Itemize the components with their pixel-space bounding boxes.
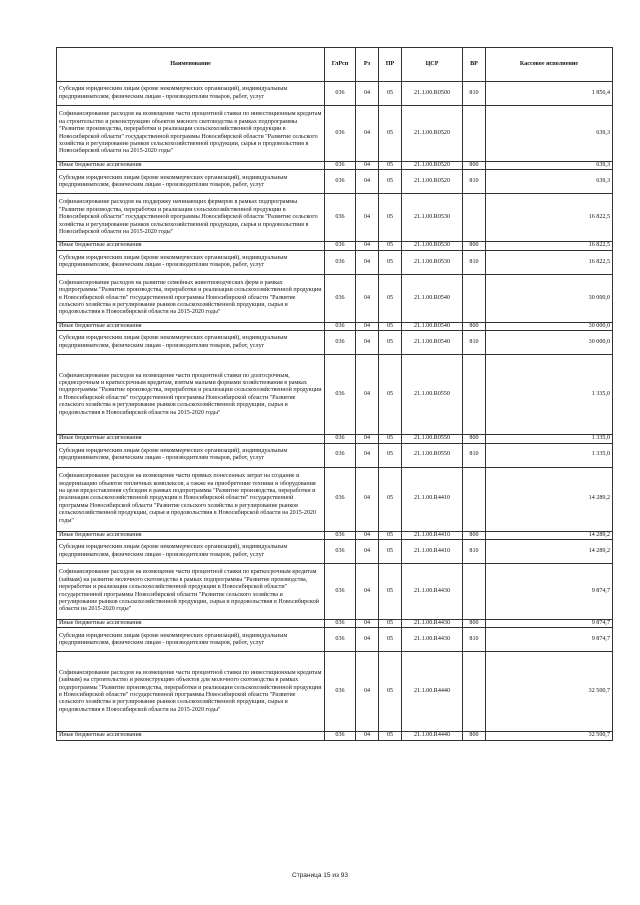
row-amount-cell: 639,3 (486, 106, 613, 162)
row-vr-cell: 810 (463, 170, 486, 194)
table-body (57, 82, 613, 741)
row-amount-cell: 9 874,7 (486, 628, 613, 652)
table-row (57, 170, 613, 194)
row-name-cell: Иные бюджетные ассигнования (57, 162, 325, 170)
row-grs-cell: 036 (325, 194, 356, 242)
row-rz-cell: 04 (356, 242, 379, 250)
row-grs-cell: 036 (325, 106, 356, 162)
row-name-cell: Софинансирование расходов на поддержку начинающих фермеров в рамках подпрограммы "Развитие производства, переработки и реализации сельскохозяйственной продукции в Новосибирской области" государственной программы Новосибирской области "Развитие сельского хозяйства и регулирование рынков сельскохозяйственной продукции, сырья и продовольствия в Новосибирской области на 2015-2020 годы" (57, 194, 325, 242)
row-grs-cell: 036 (325, 540, 356, 564)
row-pr-cell: 05 (379, 355, 402, 435)
row-csr-cell: 21.1.00.R0550 (402, 443, 463, 467)
row-amount-cell: 14 289,2 (486, 531, 613, 539)
row-grs-cell: 036 (325, 274, 356, 322)
row-grs-cell: 036 (325, 443, 356, 467)
header-name: Наименование (57, 48, 325, 82)
row-pr-cell: 05 (379, 531, 402, 539)
row-name-cell: Субсидии юридическим лицам (кроме некоммерческих организаций), индивидуальным предпринимателям, физическим лицам - производителям товаров, работ, услуг (57, 443, 325, 467)
row-amount-cell: 16 822,5 (486, 194, 613, 242)
row-amount-cell: 1 335,0 (486, 355, 613, 435)
row-csr-cell: 21.1.00.R0520 (402, 106, 463, 162)
row-amount-cell: 16 822,5 (486, 242, 613, 250)
row-rz-cell: 04 (356, 194, 379, 242)
row-rz-cell: 04 (356, 331, 379, 355)
row-vr-cell (463, 194, 486, 242)
row-csr-cell: 21.1.00.R4410 (402, 531, 463, 539)
row-grs-cell: 036 (325, 170, 356, 194)
row-csr-cell: 21.1.00.R0530 (402, 242, 463, 250)
table-row (57, 467, 613, 531)
row-csr-cell: 21.1.00.R4410 (402, 540, 463, 564)
row-pr-cell: 05 (379, 435, 402, 443)
row-grs-cell: 036 (325, 355, 356, 435)
row-amount-cell: 30 000,0 (486, 331, 613, 355)
row-rz-cell: 04 (356, 274, 379, 322)
row-csr-cell: 21.1.00.R4430 (402, 628, 463, 652)
row-pr-cell: 05 (379, 732, 402, 740)
row-amount-cell: 639,3 (486, 170, 613, 194)
table-row (57, 564, 613, 620)
row-grs-cell: 036 (325, 628, 356, 652)
row-pr-cell: 05 (379, 620, 402, 628)
table-row (57, 620, 613, 628)
row-vr-cell: 810 (463, 82, 486, 106)
row-vr-cell (463, 106, 486, 162)
row-csr-cell: 21.1.00.R4440 (402, 732, 463, 740)
row-name-cell: Субсидии юридическим лицам (кроме некоммерческих организаций), индивидуальным предпринимателям, физическим лицам - производителям товаров, работ, услуг (57, 170, 325, 194)
row-vr-cell: 800 (463, 531, 486, 539)
row-vr-cell (463, 274, 486, 322)
table-row (57, 322, 613, 330)
row-pr-cell: 05 (379, 443, 402, 467)
row-grs-cell: 036 (325, 531, 356, 539)
row-vr-cell: 800 (463, 732, 486, 740)
row-name-cell: Иные бюджетные ассигнования (57, 435, 325, 443)
row-rz-cell: 04 (356, 564, 379, 620)
row-pr-cell: 05 (379, 82, 402, 106)
row-name-cell: Софинансирование расходов на возмещение части процентной ставки по долгосрочным, среднесрочным и краткосрочным кредитам, взятым малыми формами хозяйствования в рамках подпрограммы "Развитие производства, переработки и реализации сельскохозяйственной продукции в Новосибирской области" государственной программы Новосибирской области "Развитие сельского хозяйства и регулирование рынков сельскохозяйственной продукции, сырья и продовольствия в Новосибирской области на 2015-2020 годы" (57, 355, 325, 435)
row-csr-cell: 21.1.00.R0540 (402, 322, 463, 330)
row-pr-cell: 05 (379, 322, 402, 330)
row-vr-cell: 810 (463, 628, 486, 652)
row-amount-cell: 32 500,7 (486, 652, 613, 732)
row-rz-cell: 04 (356, 162, 379, 170)
row-csr-cell: 21.1.00.R0540 (402, 331, 463, 355)
row-csr-cell: 21.1.00.R4430 (402, 620, 463, 628)
header-rz: Рз (356, 48, 379, 82)
row-rz-cell: 04 (356, 322, 379, 330)
row-rz-cell: 04 (356, 628, 379, 652)
row-name-cell: Субсидии юридическим лицам (кроме некоммерческих организаций), индивидуальным предпринимателям, физическим лицам - производителям товаров, работ, услуг (57, 82, 325, 106)
row-amount-cell: 30 000,0 (486, 322, 613, 330)
row-name-cell: Иные бюджетные ассигнования (57, 620, 325, 628)
row-amount-cell: 1 856,4 (486, 82, 613, 106)
row-rz-cell: 04 (356, 82, 379, 106)
row-amount-cell: 30 000,0 (486, 274, 613, 322)
row-name-cell: Субсидии юридическим лицам (кроме некоммерческих организаций), индивидуальным предпринимателям, физическим лицам - производителям товаров, работ, услуг (57, 628, 325, 652)
row-pr-cell: 05 (379, 170, 402, 194)
table-row (57, 652, 613, 732)
row-name-cell: Иные бюджетные ассигнования (57, 242, 325, 250)
table-row (57, 82, 613, 106)
table-row (57, 194, 613, 242)
row-name-cell: Софинансирование расходов на развитие семейных животноводческих ферм в рамках подпрограммы "Развитие производства, переработки и реализации сельскохозяйственной продукции в Новосибирской области" государственной программы Новосибирской области "Развитие сельского хозяйства и регулирование рынков сельскохозяйственной продукции, сырья и продовольствия в Новосибирской области на 2015-2020 годы" (57, 274, 325, 322)
row-vr-cell: 810 (463, 540, 486, 564)
header-amount: Кассовое исполнение (486, 48, 613, 82)
row-pr-cell: 05 (379, 274, 402, 322)
row-grs-cell: 036 (325, 250, 356, 274)
row-vr-cell: 800 (463, 242, 486, 250)
row-amount-cell: 32 500,7 (486, 732, 613, 740)
row-csr-cell: 21.1.00.R0540 (402, 274, 463, 322)
row-amount-cell: 9 874,7 (486, 620, 613, 628)
row-name-cell: Иные бюджетные ассигнования (57, 531, 325, 539)
row-csr-cell: 21.1.00.R4430 (402, 564, 463, 620)
table-row (57, 628, 613, 652)
table-row (57, 531, 613, 539)
row-name-cell: Субсидии юридическим лицам (кроме некоммерческих организаций), индивидуальным предпринимателям, физическим лицам - производителям товаров, работ, услуг (57, 540, 325, 564)
row-vr-cell: 810 (463, 331, 486, 355)
table-row (57, 250, 613, 274)
row-csr-cell: 21.1.00.R0550 (402, 355, 463, 435)
row-rz-cell: 04 (356, 732, 379, 740)
row-amount-cell: 14 289,2 (486, 467, 613, 531)
row-pr-cell: 05 (379, 331, 402, 355)
row-grs-cell: 036 (325, 652, 356, 732)
header-vr: ВР (463, 48, 486, 82)
row-csr-cell: 21.1.00.R0530 (402, 194, 463, 242)
row-amount-cell: 639,3 (486, 162, 613, 170)
row-vr-cell (463, 355, 486, 435)
page-number: Страница 15 из 93 (292, 872, 348, 879)
row-vr-cell (463, 652, 486, 732)
row-vr-cell (463, 564, 486, 620)
row-csr-cell: 21.1.00.R0520 (402, 162, 463, 170)
row-vr-cell: 800 (463, 322, 486, 330)
table-row (57, 242, 613, 250)
row-amount-cell: 1 335,0 (486, 435, 613, 443)
row-rz-cell: 04 (356, 355, 379, 435)
row-pr-cell: 05 (379, 194, 402, 242)
row-grs-cell: 036 (325, 564, 356, 620)
row-rz-cell: 04 (356, 652, 379, 732)
row-grs-cell: 036 (325, 435, 356, 443)
row-name-cell: Субсидии юридическим лицам (кроме некоммерческих организаций), индивидуальным предпринимателям, физическим лицам - производителям товаров, работ, услуг (57, 331, 325, 355)
row-rz-cell: 04 (356, 443, 379, 467)
row-grs-cell: 036 (325, 331, 356, 355)
table-row (57, 355, 613, 435)
row-csr-cell: 21.1.00.R4410 (402, 467, 463, 531)
row-name-cell: Софинансирование расходов на возмещение части процентной ставки по инвестиционным кредитам на строительство и реконструкцию объектов мясного скотоводства в рамках подпрограммы "Развитие производства, переработки и реализации сельскохозяйственной продукции в Новосибирской области" государственной программы Новосибирской области "Развитие сельского хозяйства и регулирование рынков сельскохозяйственной продукции, сырья и продовольствия в Новосибирской области на 2015-2020 годы" (57, 106, 325, 162)
row-rz-cell: 04 (356, 467, 379, 531)
row-name-cell: Софинансирование расходов на возмещение части процентной ставки по инвестиционным кредитам (займам) на строительство и реконструкцию объектов для молочного скотоводства в рамках подпрограммы "Развитие производства, переработки и реализации сельскохозяйственной продукции в Новосибирской области" государственной программы Новосибирской области "Развитие сельского хозяйства и регулирование рынков сельскохозяйственной продукции, сырья и продовольствия в Новосибирской области на 2015-2020 годы" (57, 652, 325, 732)
table-row (57, 331, 613, 355)
row-vr-cell: 810 (463, 250, 486, 274)
table-row (57, 274, 613, 322)
row-grs-cell: 036 (325, 242, 356, 250)
row-rz-cell: 04 (356, 170, 379, 194)
row-rz-cell: 04 (356, 620, 379, 628)
row-csr-cell: 21.1.00.R4440 (402, 652, 463, 732)
row-grs-cell: 036 (325, 732, 356, 740)
row-name-cell: Софинансирование расходов на возмещение части процентной ставки по краткосрочным кредитам (займам) на развитие молочного скотоводства в рамках подпрограммы "Развитие производства, переработки и реализации сельскохозяйственной продукции в Новосибирской области" государственной программы Новосибирской области "Развитие сельского хозяйства и регулирование рынков сельскохозяйственной продукции, сырья и продовольствия в Новосибирской области на 2015-2020 годы" (57, 564, 325, 620)
row-amount-cell: 1 335,0 (486, 443, 613, 467)
row-csr-cell: 21.1.00.R0530 (402, 250, 463, 274)
row-vr-cell: 810 (463, 443, 486, 467)
header-row (57, 48, 613, 82)
row-amount-cell: 9 874,7 (486, 564, 613, 620)
row-pr-cell: 05 (379, 250, 402, 274)
row-rz-cell: 04 (356, 540, 379, 564)
row-csr-cell: 21.1.00.R0550 (402, 435, 463, 443)
row-csr-cell: 21.1.00.R0520 (402, 170, 463, 194)
row-vr-cell: 800 (463, 435, 486, 443)
row-pr-cell: 05 (379, 652, 402, 732)
row-pr-cell: 05 (379, 628, 402, 652)
row-csr-cell: 21.1.00.R0500 (402, 82, 463, 106)
row-rz-cell: 04 (356, 106, 379, 162)
header-pr: ПР (379, 48, 402, 82)
row-pr-cell: 05 (379, 162, 402, 170)
row-name-cell: Софинансирование расходов на возмещение части прямых понесенных затрат на создание и модернизацию объектов тепличных комплексов, а также на приобретение техники и оборудования на цели предоставления субсидии в рамках подпрограммы "Развитие производства, переработки и реализации сельскохозяйственной продукции в Новосибирской области" государственной программы Новосибирской области "Развитие сельского хозяйства и регулирование рынков сельскохозяйственной продукции, сырья и продовольствия в Новосибирской области на 2015-2020 годы" (57, 467, 325, 531)
table-row (57, 162, 613, 170)
row-grs-cell: 036 (325, 82, 356, 106)
row-vr-cell: 800 (463, 162, 486, 170)
row-name-cell: Субсидии юридическим лицам (кроме некоммерческих организаций), индивидуальным предпринимателям, физическим лицам - производителям товаров, работ, услуг (57, 250, 325, 274)
row-amount-cell: 14 289,2 (486, 540, 613, 564)
row-grs-cell: 036 (325, 322, 356, 330)
row-pr-cell: 05 (379, 467, 402, 531)
table-row (57, 435, 613, 443)
table-row (57, 540, 613, 564)
row-pr-cell: 05 (379, 564, 402, 620)
row-pr-cell: 05 (379, 540, 402, 564)
row-vr-cell (463, 467, 486, 531)
budget-table (56, 47, 613, 741)
header-grs: ГлРсп (325, 48, 356, 82)
table-row (57, 443, 613, 467)
row-grs-cell: 036 (325, 467, 356, 531)
row-rz-cell: 04 (356, 435, 379, 443)
row-rz-cell: 04 (356, 250, 379, 274)
row-name-cell: Иные бюджетные ассигнования (57, 732, 325, 740)
table-row (57, 732, 613, 740)
row-grs-cell: 036 (325, 162, 356, 170)
table-header (57, 48, 613, 82)
header-csr: ЦСР (402, 48, 463, 82)
table-row (57, 106, 613, 162)
row-grs-cell: 036 (325, 620, 356, 628)
row-pr-cell: 05 (379, 106, 402, 162)
row-vr-cell: 800 (463, 620, 486, 628)
row-pr-cell: 05 (379, 242, 402, 250)
row-amount-cell: 16 822,5 (486, 250, 613, 274)
row-name-cell: Иные бюджетные ассигнования (57, 322, 325, 330)
row-rz-cell: 04 (356, 531, 379, 539)
